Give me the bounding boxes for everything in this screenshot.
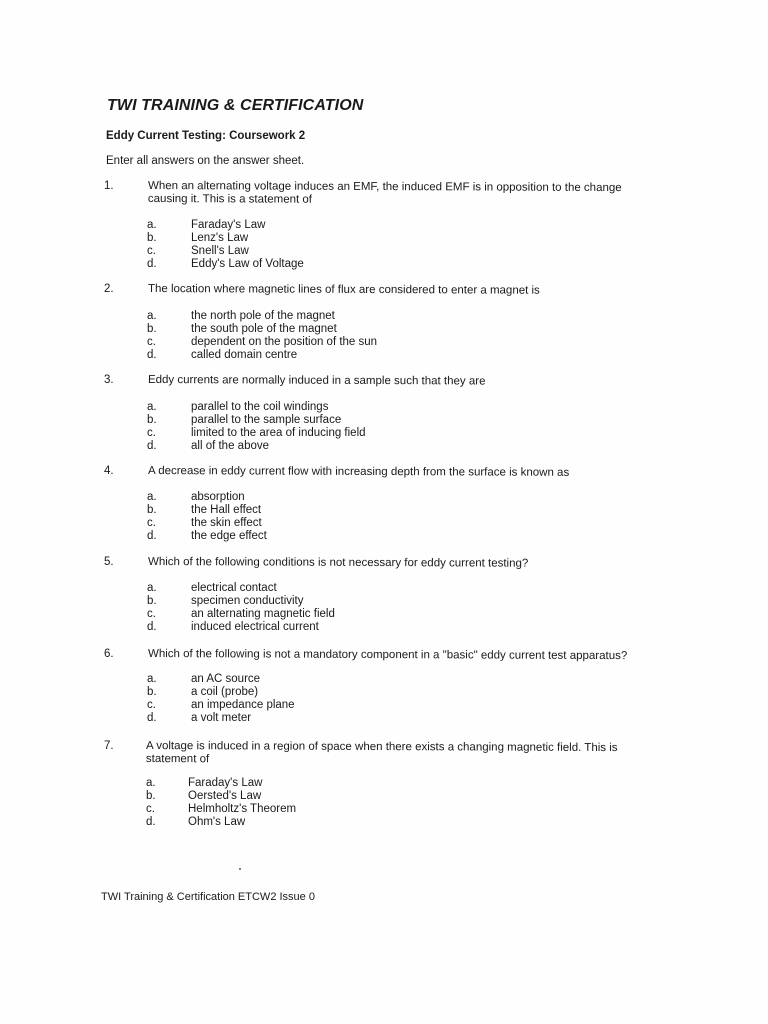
option-letter: a. (147, 219, 157, 231)
option-letter: b. (147, 323, 157, 335)
option-text: an AC source (191, 673, 261, 685)
question-number: 7. (104, 740, 114, 752)
answer-option (0, 232, 768, 245)
option-text: electrical contact (191, 582, 277, 594)
option-text: Helmholtz's Theorem (188, 803, 297, 815)
answer-option (0, 816, 768, 829)
option-letter: b. (147, 686, 157, 698)
option-text: Ohm's Law (188, 816, 246, 828)
option-text: an alternating magnetic field (191, 608, 335, 620)
option-text: induced electrical current (191, 621, 319, 633)
option-text: the skin effect (191, 517, 262, 529)
option-text: an impedance plane (191, 699, 295, 711)
document-title: TWI TRAINING & CERTIFICATION (107, 97, 364, 114)
document-subtitle: Eddy Current Testing: Coursework 2 (106, 130, 306, 142)
option-letter: c. (147, 427, 156, 439)
option-letter: a. (147, 401, 157, 413)
option-letter: a. (147, 491, 157, 503)
answer-options (0, 777, 768, 829)
option-text: the Hall effect (191, 504, 262, 516)
answer-option (0, 245, 768, 258)
answer-options (0, 491, 768, 543)
option-letter: d. (147, 440, 157, 452)
answer-option (0, 219, 768, 232)
answer-option (0, 504, 768, 517)
option-letter: a. (147, 673, 157, 685)
option-letter: d. (147, 530, 157, 542)
option-text: a volt meter (191, 712, 252, 724)
option-text: limited to the area of inducing field (191, 427, 366, 439)
option-letter: b. (147, 414, 157, 426)
question-text: Eddy currents are normally induced in a sample such that they are (147, 374, 486, 388)
question-number: 3. (104, 374, 114, 386)
answer-option (0, 414, 768, 427)
option-text: parallel to the coil windings (191, 401, 329, 413)
answer-option (0, 777, 768, 790)
option-text: the edge effect (191, 530, 267, 542)
option-letter: c. (147, 336, 156, 348)
option-letter: d. (147, 349, 157, 361)
answer-option (0, 517, 768, 530)
option-text: Faraday's Law (188, 777, 263, 789)
option-letter: b. (147, 595, 157, 607)
question-number: 6. (104, 648, 114, 660)
option-text: Snell's Law (191, 245, 249, 257)
option-text: Lenz's Law (191, 232, 249, 244)
instruction-text: Enter all answers on the answer sheet. (106, 155, 305, 167)
answer-option (0, 582, 768, 595)
option-text: the north pole of the magnet (191, 310, 335, 322)
option-text: specimen conductivity (191, 595, 304, 607)
option-letter: a. (147, 310, 157, 322)
question-text: A decrease in eddy current flow with increasing depth from the surface is known as (147, 465, 570, 479)
question-number: 1. (104, 180, 114, 192)
answer-option (0, 349, 768, 362)
question-number: 2. (104, 283, 114, 295)
answer-option (0, 790, 768, 803)
answer-option (0, 530, 768, 543)
option-letter: c. (147, 699, 156, 711)
scan-speck (239, 868, 241, 870)
answer-option (0, 595, 768, 608)
answer-option (0, 336, 768, 349)
answer-option (0, 686, 768, 699)
answer-option (0, 699, 768, 712)
option-text: Faraday's Law (191, 219, 266, 231)
question-text: A voltage is induced in a region of space when there exists a changing magnetic field. This is statement of (145, 740, 618, 766)
option-text: Eddy's Law of Voltage (191, 258, 304, 270)
answer-option (0, 323, 768, 336)
option-letter: c. (147, 517, 156, 529)
document-footer: TWI Training & Certification ETCW2 Issue 0 (101, 891, 315, 903)
option-text: the south pole of the magnet (191, 323, 337, 335)
option-letter: b. (147, 504, 157, 516)
answer-option (0, 803, 768, 816)
answer-option (0, 491, 768, 504)
option-letter: a. (147, 582, 157, 594)
answer-option (0, 440, 768, 453)
option-text: parallel to the sample surface (191, 414, 342, 426)
option-letter: d. (147, 258, 157, 270)
answer-option (0, 608, 768, 621)
option-letter: b. (147, 232, 157, 244)
answer-option (0, 310, 768, 323)
answer-options (0, 219, 768, 271)
option-letter: c. (146, 803, 155, 815)
question-text: Which of the following conditions is not necessary for eddy current testing? (147, 556, 529, 570)
answer-option (0, 427, 768, 440)
question-text: Which of the following is not a mandatory component in a "basic" eddy current test apparatus? (147, 648, 628, 663)
option-text: absorption (191, 491, 245, 503)
option-letter: a. (146, 777, 156, 789)
option-text: all of the above (191, 440, 270, 452)
option-text: Oersted's Law (188, 790, 262, 802)
answer-option (0, 712, 768, 725)
question-text: The location where magnetic lines of flux are considered to enter a magnet is (147, 283, 540, 297)
answer-options (0, 401, 768, 453)
answer-options (0, 582, 768, 634)
question-text: When an alternating voltage induces an EMF, the induced EMF is in opposition to the change causing it. This is a statement of (147, 180, 622, 206)
answer-options (0, 673, 768, 725)
answer-option (0, 621, 768, 634)
option-text: called domain centre (191, 349, 298, 361)
question-number: 5. (104, 556, 114, 568)
option-text: a coil (probe) (191, 686, 259, 698)
answer-options (0, 310, 768, 362)
answer-option (0, 673, 768, 686)
option-text: dependent on the position of the sun (191, 336, 378, 348)
option-letter: d. (146, 816, 156, 828)
option-letter: d. (147, 621, 157, 633)
option-letter: c. (147, 608, 156, 620)
answer-option (0, 401, 768, 414)
option-letter: c. (147, 245, 156, 257)
answer-option (0, 258, 768, 271)
option-letter: b. (146, 790, 156, 802)
option-letter: d. (147, 712, 157, 724)
question-number: 4. (104, 465, 114, 477)
